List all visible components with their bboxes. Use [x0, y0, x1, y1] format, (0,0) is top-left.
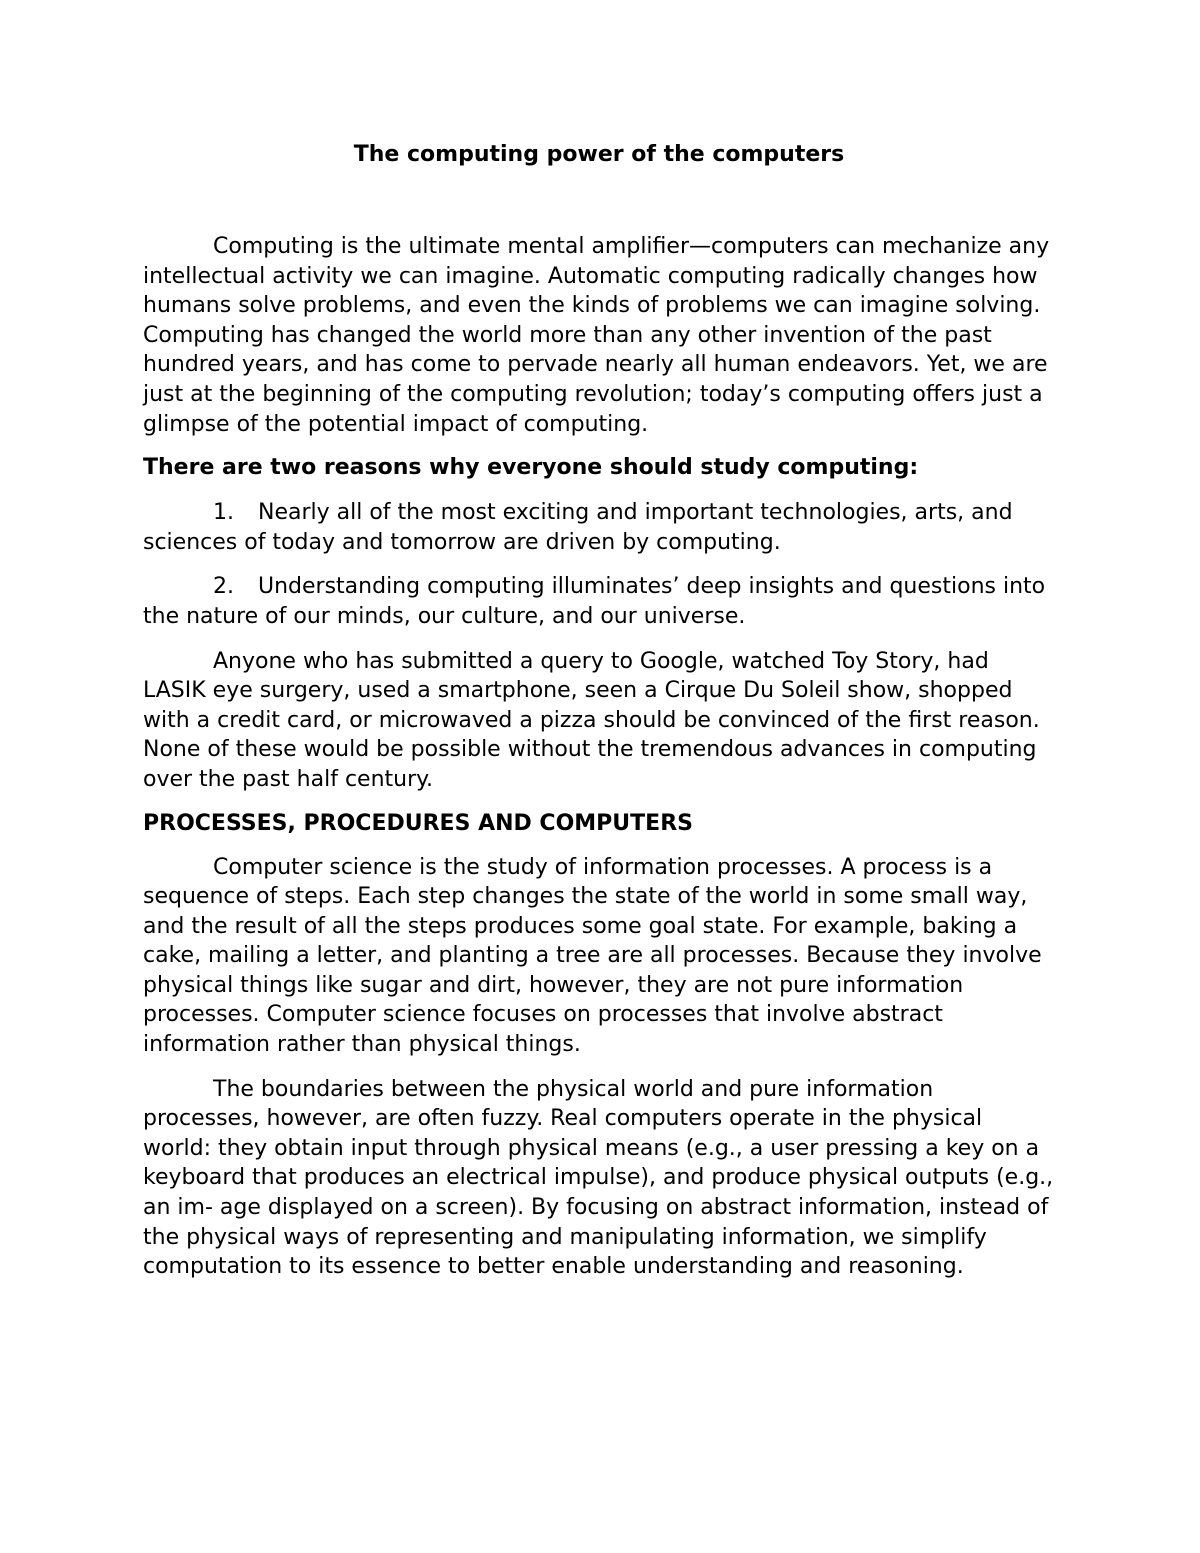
list-item-text: Nearly all of the most exciting and important technologies, arts, and sciences of today and tomorrow are driven by computing. [143, 500, 1013, 555]
intro-paragraph: Computing is the ultimate mental amplifier—computers can mechanize any intellectual activity we can imagine. Automatic computing radically changes how humans solve problems, and even the kinds of problems we can imagine solving. Computing has changed the world more than any other invention of the past hundred years, and has come to pervade nearly all human endeavors. Yet, we are just at the beginning of the computing revolution; today’s computing offers just a glimpse of the potential impact of computing. [143, 234, 1050, 437]
list-item-number: 2. [213, 574, 234, 600]
list-item [143, 498, 1055, 557]
anyone-paragraph: Anyone who has submitted a query to Google, watched Toy Story, had LASIK eye surgery, used a smartphone, seen a Cirque Du Soleil show, shopped with a credit card, or microwaved a pizza should be convinced of the first reason. None of these would be possible without the tremendous advances in computing over the past half century. [143, 648, 1040, 792]
document-title: The computing power of the computers [353, 142, 845, 167]
section-heading: PROCESSES, PROCEDURES AND COMPUTERS [143, 810, 693, 836]
document-body [143, 140, 1055, 1282]
reasons-heading: There are two reasons why everyone should study computing: [143, 455, 919, 481]
reasons-list [143, 498, 1055, 631]
list-item-text: Understanding computing illuminates’ deep insights and questions into the nature of our minds, our culture, and our universe. [143, 574, 1046, 629]
computer-science-paragraph: Computer science is the study of information processes. A process is a sequence of steps. Each step changes the state of the world in some small way, and the result of all the steps produces some goal state. For example, baking a cake, mailing a letter, and planting a tree are all processes. Because they involve physical things like sugar and dirt, however, they are not pure information processes. Computer science focuses on processes that involve abstract information rather than physical things. [143, 854, 1042, 1058]
boundaries-paragraph: The boundaries between the physical world and pure information processes, however, are often fuzzy. Real computers operate in the physical world: they obtain input through physical means (e.g., a user pressing a key on a keyboard that produces an electrical impulse), and produce physical outputs (e.g., an im- age displayed on a screen). By focusing on abstract information, instead of the physical ways of representing and manipulating information, we simplify computation to its essence to better enable understanding and reasoning. [143, 1076, 1054, 1280]
list-item-number: 1. [213, 500, 234, 526]
list-item [143, 572, 1055, 631]
